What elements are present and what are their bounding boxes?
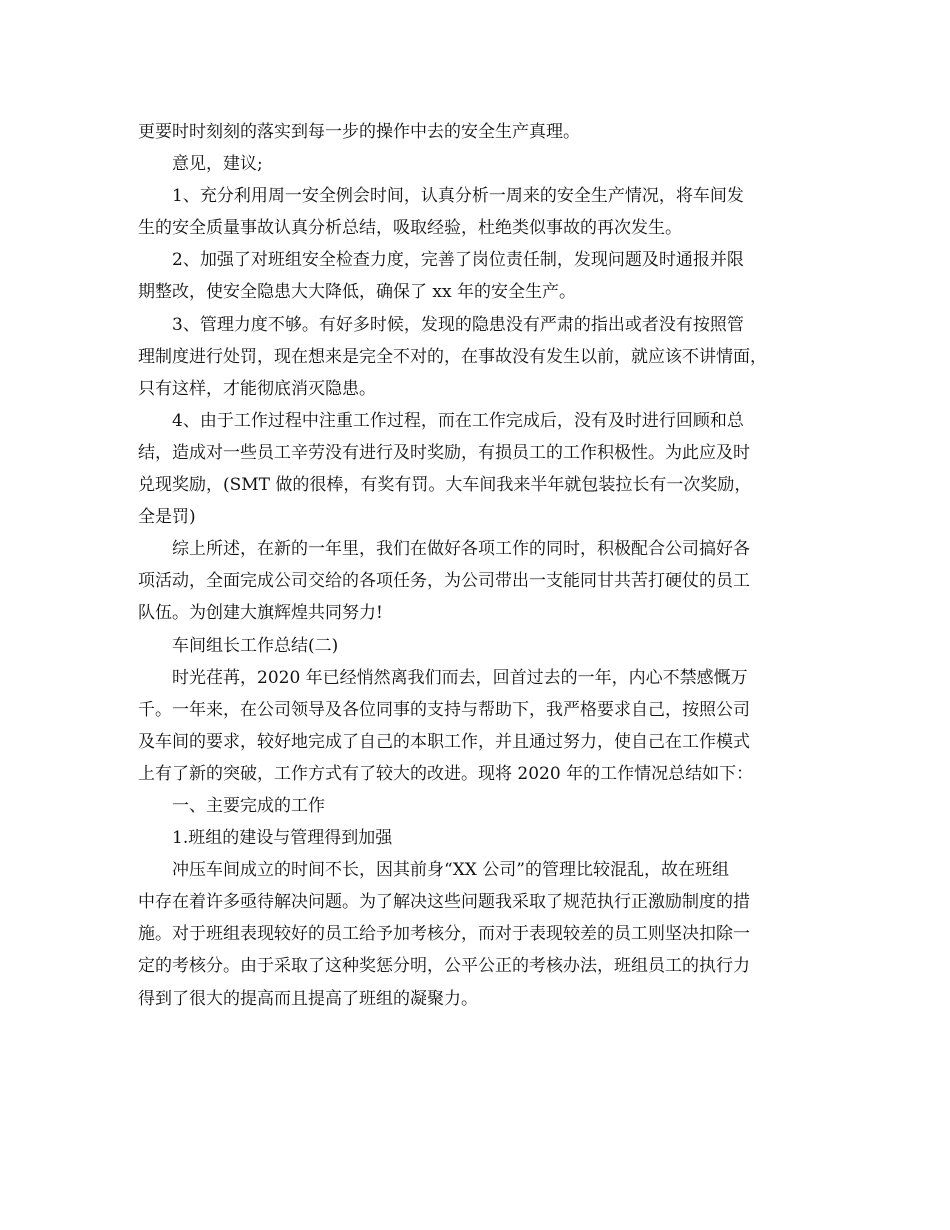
paragraph-intro: 时光荏苒，2020 年已经悄然离我们而去，回首过去的一年，内心不禁感慨万 千。一年来，在公司领导及各位同事的支持与帮助下，我严格要求自己，按照公司 及车间的要求，较好地完成了自己的本职工作，并且通过努力，使自己在工作模式 上有了新的突破，工作方式有了较大的改进。现将 2020 年的工作情况总结如下： xyxy=(138,667,754,784)
paragraph-continuation: 更要时时刻刻的落实到每一步的操作中去的安全生产真理。 xyxy=(138,122,580,142)
document-page xyxy=(138,116,818,1015)
paragraph-item-3: 3、管理力度不够。有好多时候，发现的隐患没有严肃的指出或者没有按照管 理制度进行处罚，现在想来是完全不对的，在事故没有发生以前，就应该不讲情面， 只有这样，才能彻底消灭隐患。 xyxy=(138,314,767,399)
paragraph-item-1: 1、充分利用周一安全例会时间，认真分析一周来的安全生产情况，将车间发 生的安全质量事故认真分析总结，吸取经验，杜绝类似事故的再次发生。 xyxy=(138,186,744,239)
paragraph-item-4: 4、由于工作过程中注重工作过程，而在工作完成后，没有及时进行回顾和总 结，造成对一些员工辛劳没有进行及时奖励，有损员工的工作积极性。为此应及时 兑现奖励，(SMT 做的很棒，有奖有罚。大车间我来半年就包装拉长有一次奖励， 全是罚) xyxy=(138,410,752,528)
paragraph-item-2: 2、加强了对班组安全检查力度，完善了岗位责任制，发现问题及时通报并限 期整改，使安全隐患大大降低，确保了 xx 年的安全生产。 xyxy=(138,250,744,303)
subheading-team-building: 1.班组的建设与管理得到加强 xyxy=(172,828,393,849)
paragraph-summary: 综上所述，在新的一年里，我们在做好各项工作的同时，积极配合公司搞好各 项活动，全面完成公司交给的各项任务，为公司带出一支能同甘共苦打硬仗的员工 队伍。为创建大旗辉煌共同努力! xyxy=(138,539,750,624)
section-title: 车间组长工作总结(二) xyxy=(172,635,339,656)
subheading-main-work: 一、主要完成的工作 xyxy=(172,795,325,816)
paragraph-team-building: 冲压车间成立的时间不长，因其前身“XX 公司”的管理比较混乱，故在班组 中存在着许多亟待解决问题。为了解决这些问题我采取了规范执行正激励制度的措 施。对于班组表现较好的员工给予加考核分，而对于表现较差的员工则坚决扣除一 定的考核分。由于采取了这种奖惩分明，公平公正的考核办法，班组员工的执行力 得到了很大的提高而且提高了班组的凝聚力。 xyxy=(138,860,750,1009)
paragraph-opinion-heading: 意见，建议; xyxy=(172,154,263,175)
